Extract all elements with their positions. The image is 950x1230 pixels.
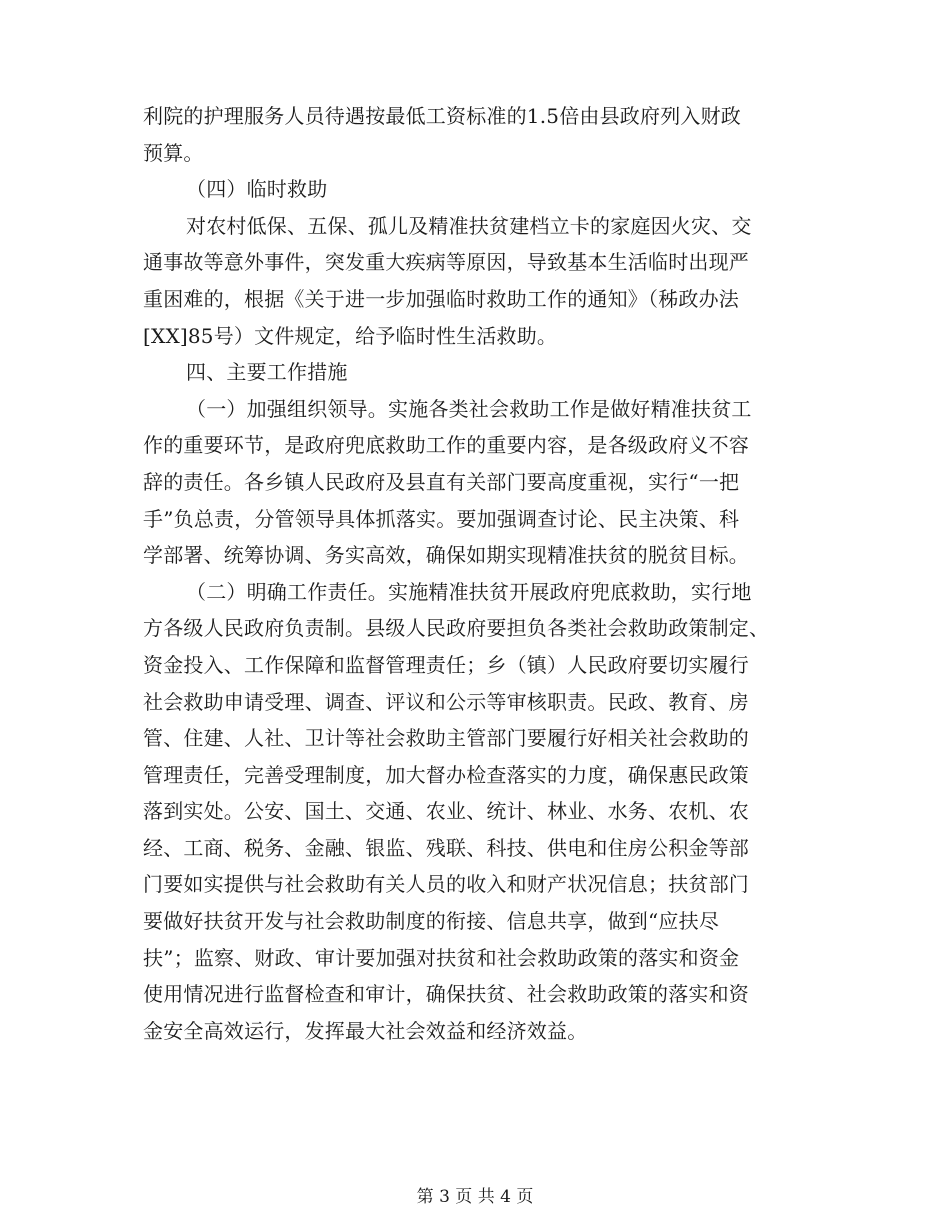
text-line: 对农村低保、五保、孤儿及精准扶贫建档立卡的家庭因火灾、交 <box>186 213 752 238</box>
text-line: 使用情况进行监督检查和审计，确保扶贫、社会救助政策的落实和资 <box>143 982 749 1007</box>
text-line: 扶”；监察、财政、审计要加强对扶贫和社会救助政策的落实和资金 <box>143 945 740 970</box>
text-line: 资金投入、工作保障和监督管理责任；乡（镇）人民政府要切实履行 <box>143 652 749 677</box>
text-line: 学部署、统筹协调、务实高效，确保如期实现精准扶贫的脱贫目标。 <box>143 543 749 568</box>
text-line: 社会救助申请受理、调查、评议和公示等审核职责。民政、教育、房 <box>143 689 749 714</box>
text-line: 管、住建、人社、卫计等社会救助主管部门要履行好相关社会救助的 <box>143 726 749 751</box>
page-number-footer: 第 3 页 共 4 页 <box>416 1187 534 1207</box>
text-line: 重困难的，根据《关于进一步加强临时救助工作的通知》（秭政办法 <box>143 286 739 311</box>
text-line: 要做好扶贫开发与社会救助制度的衔接、信息共享，做到“应扶尽 <box>143 909 720 934</box>
text-line: 预算。 <box>143 140 204 165</box>
text-line: 手”负总责，分管领导具体抓落实。要加强调查讨论、民主决策、科 <box>143 506 740 531</box>
text-line: 经、工商、税务、金融、银监、残联、科技、供电和住房公积金等部 <box>143 835 749 860</box>
text-line: 方各级人民政府负责制。县级人民政府要担负各类社会救助政策制定、 <box>143 616 770 641</box>
text-line: 金安全高效运行，发挥最大社会效益和经济效益。 <box>143 1018 588 1043</box>
document-body <box>143 98 808 1049</box>
text-line: 利院的护理服务人员待遇按最低工资标准的1.5倍由县政府列入财政 <box>143 104 742 128</box>
text-line: 管理责任，完善受理制度，加大督办检查落实的力度，确保惠民政策 <box>143 762 749 787</box>
text-line: 辞的责任。各乡镇人民政府及县直有关部门要高度重视，实行“一把 <box>143 469 740 494</box>
section-heading: 四、主要工作措施 <box>186 360 348 385</box>
section-heading: （四）临时救助 <box>186 177 328 202</box>
text-line: 门要如实提供与社会救助有关人员的收入和财产状况信息；扶贫部门 <box>143 872 749 897</box>
text-line: 作的重要环节，是政府兜底救助工作的重要内容，是各级政府义不容 <box>143 433 749 458</box>
text-line: [XX]85号）文件规定，给予临时性生活救助。 <box>143 323 558 348</box>
text-line: 通事故等意外事件，突发重大疾病等原因，导致基本生活临时出现严 <box>143 250 749 275</box>
text-line: （一）加强组织领导。实施各类社会救助工作是做好精准扶贫工 <box>186 396 752 421</box>
text-line: 落到实处。公安、国土、交通、农业、统计、林业、水务、农机、农 <box>143 799 749 824</box>
text-line: （二）明确工作责任。实施精准扶贫开展政府兜底救助，实行地 <box>186 579 752 604</box>
